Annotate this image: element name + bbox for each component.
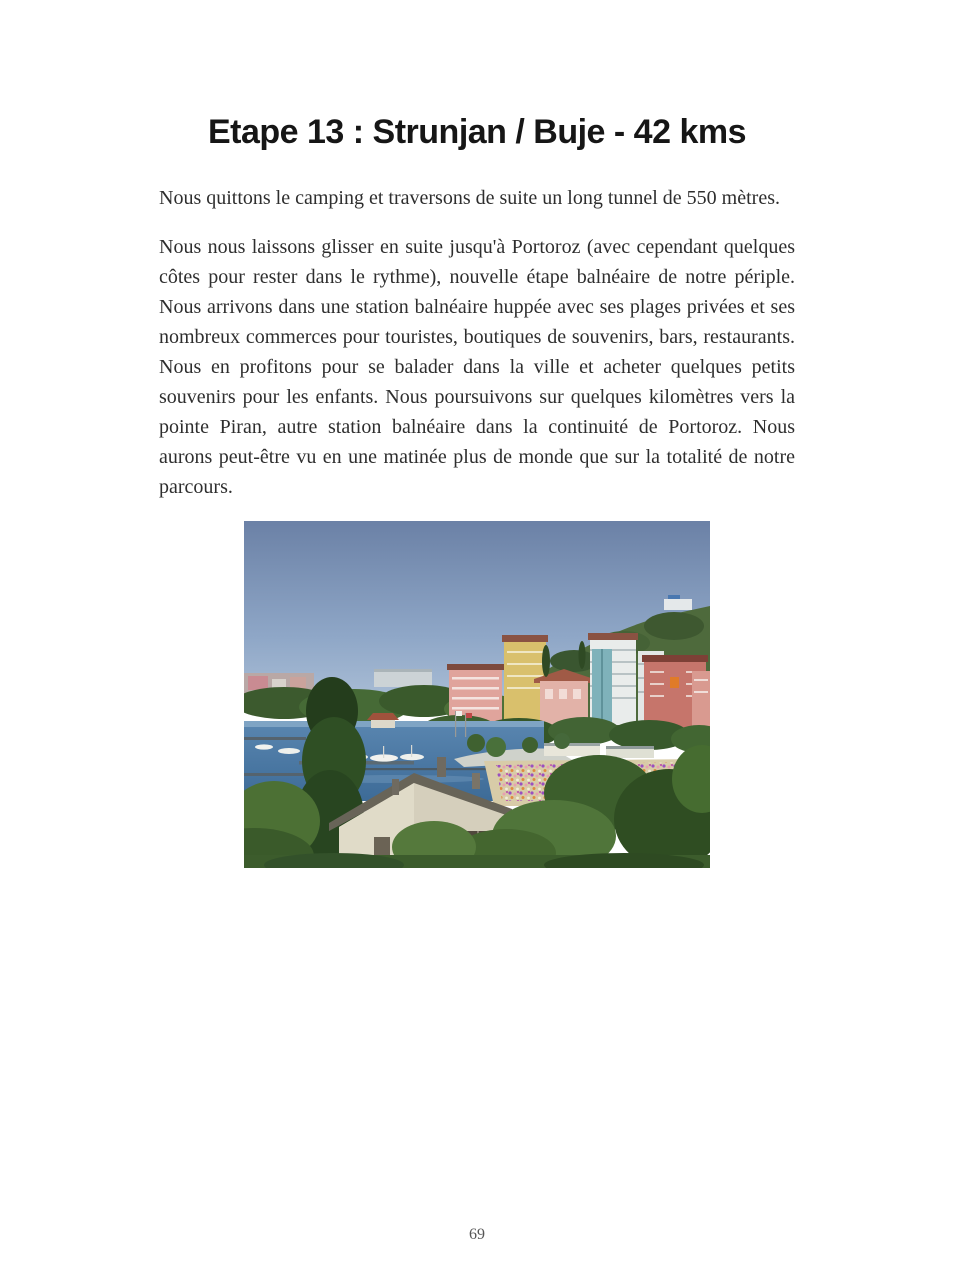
page-title: Etape 13 : Strunjan / Buje - 42 kms	[207, 113, 746, 151]
paragraph-1: Nous quittons le camping et traversons de suite un long tunnel de 550 mètres.	[159, 186, 780, 209]
photo-portoroz-illustration	[244, 521, 710, 868]
page-number: 69	[469, 1226, 485, 1243]
paragraph-2: Nous nous laissons glisser en suite jusqu'à Portoroz (avec cependant quelques côtes pour rester dans le rythme), nouvelle étape balnéaire de notre périple. Nous arrivons dans une station balnéaire huppée avec ses plages privées et ses nombreux commerces pour touristes, boutiques de souvenirs, bars, restaurants. Nous en profitons pour se balader dans la ville et acheter quelques petits souvenirs pour les enfants. Nous poursuivons sur quelques kilomètres vers la pointe Piran, autre station balnéaire dans la continuité de Portoroz. Nous aurons peut-être vu en une matinée plus de monde que sur la totalité de notre parcours.	[159, 235, 795, 498]
photo-portoroz	[244, 521, 710, 868]
